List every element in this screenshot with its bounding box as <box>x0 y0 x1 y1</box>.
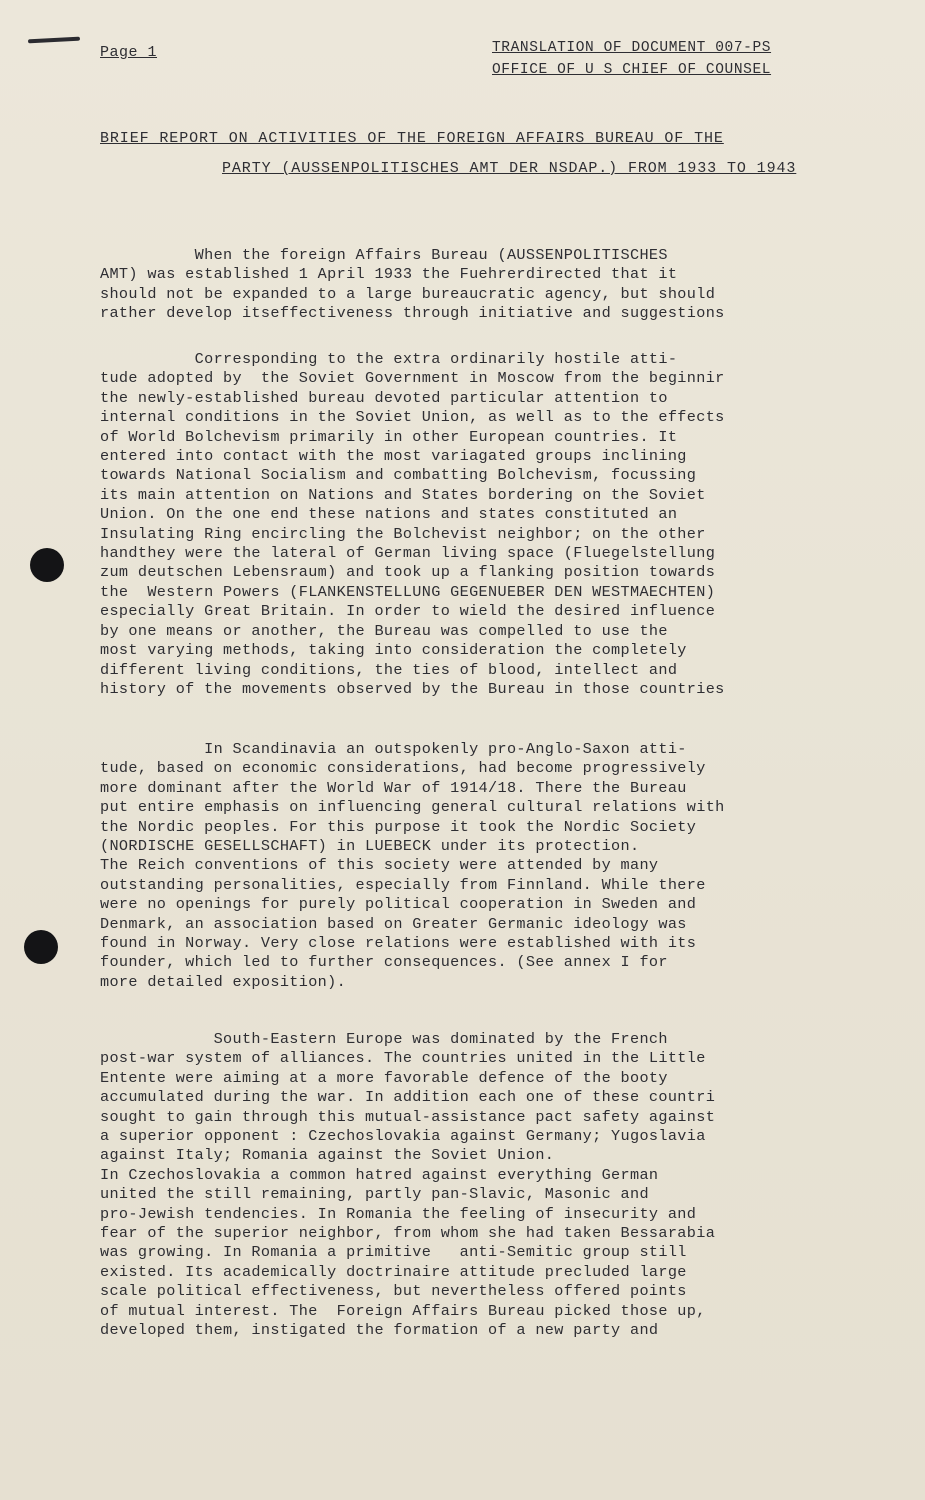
punch-hole <box>24 930 58 964</box>
text-line: united the still remaining, partly pan-Slavic, Masonic and <box>100 1185 649 1204</box>
paragraph-establishment <box>100 246 880 324</box>
text-line: more detailed exposition). <box>100 972 347 991</box>
text-line: post-war system of alliances. The countries united in the Little <box>100 1049 706 1068</box>
text-line: tude adopted by the Soviet Government in Moscow from the beginnir <box>100 369 725 388</box>
issuing-office: OFFICE OF U S CHIEF OF COUNSEL <box>492 62 772 78</box>
text-line: found in Norway. Very close relations were established with its <box>100 934 697 953</box>
text-line: towards National Socialism and combatting Bolchevism, focussing <box>100 466 697 485</box>
page-number: Page 1 <box>100 44 158 61</box>
text-line: developed them, instigated the formation of a new party and <box>100 1321 659 1340</box>
text-line: tude, based on economic considerations, had become progressively <box>100 759 706 778</box>
text-line: more dominant after the World War of 1914/18. There the Bureau <box>100 778 687 797</box>
report-title-line-1: BRIEF REPORT ON ACTIVITIES OF THE FOREIGN AFFAIRS BUREAU OF THE <box>100 130 724 147</box>
text-line: especially Great Britain. In order to wield the desired influence <box>100 602 716 621</box>
document-reference: TRANSLATION OF DOCUMENT 007-PS <box>492 40 772 56</box>
text-line: In Scandinavia an outspokenly pro-Anglo-Saxon atti- <box>100 740 687 758</box>
text-line: zum deutschen Lebensraum) and took up a flanking position towards <box>100 563 716 582</box>
text-line: outstanding personalities, especially from Finnland. While there <box>100 875 706 894</box>
text-line: existed. Its academically doctrinaire attitude precluded large <box>100 1262 687 1281</box>
paragraph-scandinavia <box>100 740 880 992</box>
text-line: a superior opponent : Czechoslovakia against Germany; Yugoslavia <box>100 1127 706 1146</box>
text-line: AMT) was established 1 April 1933 the Fuehrerdirected that it <box>100 265 678 284</box>
paragraph-south-eastern-europe <box>100 1030 880 1341</box>
text-line: fear of the superior neighbor, from whom she had taken Bessarabia <box>100 1224 716 1243</box>
text-line: rather develop itseffectiveness through initiative and suggestions <box>100 304 725 323</box>
pen-mark <box>28 37 80 44</box>
punch-hole <box>30 548 64 582</box>
text-line: Corresponding to the extra ordinarily hostile atti- <box>100 350 678 368</box>
text-line: most varying methods, taking into consideration the completely <box>100 641 687 660</box>
text-line: handthey were the lateral of German living space (Fluegelstellung <box>100 544 716 563</box>
text-line: In Czechoslovakia a common hatred against everything German <box>100 1165 659 1184</box>
text-line: history of the movements observed by the Bureau in those countries <box>100 679 725 698</box>
text-line: the Nordic peoples. For this purpose it took the Nordic Society <box>100 817 697 836</box>
text-line: of World Bolchevism primarily in other European countries. It <box>100 427 678 446</box>
text-line: its main attention on Nations and States bordering on the Soviet <box>100 485 706 504</box>
text-line: entered into contact with the most variagated groups inclining <box>100 447 687 466</box>
text-line: (NORDISCHE GESELLSCHAFT) in LUEBECK under its protection. <box>100 837 640 856</box>
text-line: of mutual interest. The Foreign Affairs Bureau picked those up, <box>100 1301 706 1320</box>
text-line: South-Eastern Europe was dominated by the French <box>100 1030 668 1048</box>
text-line: internal conditions in the Soviet Union, as well as to the effects <box>100 408 725 427</box>
text-line: the newly-established bureau devoted particular attention to <box>100 388 668 407</box>
text-line: were no openings for purely political cooperation in Sweden and <box>100 895 697 914</box>
text-line: Union. On the one end these nations and states constituted an <box>100 505 678 524</box>
text-line: scale political effectiveness, but nevertheless offered points <box>100 1282 687 1301</box>
text-line: the Western Powers (FLANKENSTELLUNG GEGENUEBER DEN WESTMAECHTEN) <box>100 582 716 601</box>
text-line: against Italy; Romania against the Soviet Union. <box>100 1146 555 1165</box>
text-line: by one means or another, the Bureau was compelled to use the <box>100 621 668 640</box>
report-title-line-2: PARTY (AUSSENPOLITISCHES AMT DER NSDAP.) FROM 1933 TO 1943 <box>222 160 797 177</box>
text-line: pro-Jewish tendencies. In Romania the feeling of insecurity and <box>100 1204 697 1223</box>
text-line: Denmark, an association based on Greater Germanic ideology was <box>100 914 687 933</box>
text-line: Insulating Ring encircling the Bolchevist neighbor; on the other <box>100 524 706 543</box>
text-line: Entente were aiming at a more favorable defence of the booty <box>100 1068 668 1087</box>
text-line: should not be expanded to a large bureaucratic agency, but should <box>100 284 716 303</box>
text-line: sought to gain through this mutual-assistance pact safety against <box>100 1107 716 1126</box>
text-line: was growing. In Romania a primitive anti-Semitic group still <box>100 1243 687 1262</box>
text-line: founder, which led to further consequences. (See annex I for <box>100 953 668 972</box>
paragraph-soviet-union <box>100 350 880 699</box>
text-line: put entire emphasis on influencing general cultural relations with <box>100 798 725 817</box>
text-line: accumulated during the war. In addition each one of these countri <box>100 1088 716 1107</box>
text-line: When the foreign Affairs Bureau (AUSSENPOLITISCHES <box>100 246 668 264</box>
text-line: different living conditions, the ties of blood, intellect and <box>100 660 678 679</box>
text-line: The Reich conventions of this society were attended by many <box>100 856 659 875</box>
